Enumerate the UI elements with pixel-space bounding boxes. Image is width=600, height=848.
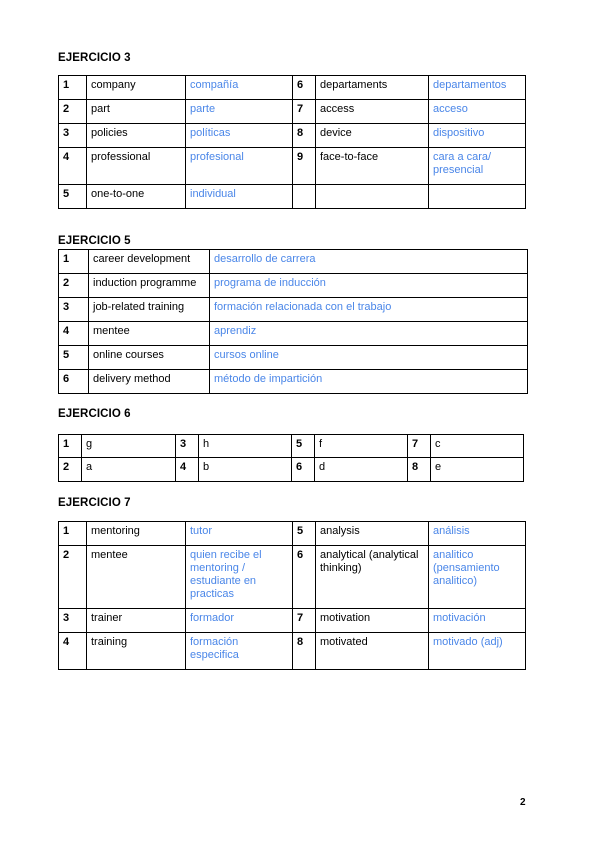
item-number: 4: [59, 633, 87, 670]
table-row: [59, 370, 528, 394]
table-row: [59, 298, 528, 322]
item-number: 7: [408, 435, 431, 458]
ejercicio-5-heading: EJERCICIO 5: [58, 235, 131, 247]
table-row: [59, 458, 524, 482]
item-number: 1: [59, 522, 87, 546]
item-number: 6: [292, 458, 315, 482]
item-number: 5: [59, 185, 87, 209]
english-term: policies: [87, 124, 186, 148]
english-term: departaments: [316, 76, 429, 100]
spanish-translation: profesional: [186, 148, 293, 185]
table-row: [59, 100, 526, 124]
ejercicio-5-table: [58, 249, 528, 394]
item-number: 3: [59, 609, 87, 633]
english-term: training: [87, 633, 186, 670]
item-number: 7: [293, 609, 316, 633]
item-number: 2: [59, 274, 89, 298]
spanish-translation: aprendiz: [210, 322, 528, 346]
table-row: [59, 250, 528, 274]
table-row: [59, 546, 526, 609]
table-row: [59, 435, 524, 458]
spanish-translation: dispositivo: [429, 124, 526, 148]
spanish-translation: programa de inducción: [210, 274, 528, 298]
spanish-translation: compañía: [186, 76, 293, 100]
english-term: motivated: [316, 633, 429, 670]
answer-letter: e: [431, 458, 524, 482]
item-number: 8: [293, 633, 316, 670]
english-term: online courses: [89, 346, 210, 370]
spanish-translation: formación especifica: [186, 633, 293, 670]
spanish-translation: políticas: [186, 124, 293, 148]
spanish-translation: quien recibe el mentoring / estudiante en practicas: [186, 546, 293, 609]
answer-letter: f: [315, 435, 408, 458]
english-term: analytical (analytical thinking): [316, 546, 429, 609]
spanish-translation: tutor: [186, 522, 293, 546]
item-number: 1: [59, 76, 87, 100]
spanish-translation: motivado (adj): [429, 633, 526, 670]
item-number: 1: [59, 435, 82, 458]
english-term: device: [316, 124, 429, 148]
spanish-translation: formador: [186, 609, 293, 633]
ejercicio-7-table: [58, 521, 526, 670]
item-number: 4: [59, 148, 87, 185]
english-term: job-related training: [89, 298, 210, 322]
item-number: 6: [293, 76, 316, 100]
ejercicio-6-table: [58, 434, 524, 482]
spanish-translation: acceso: [429, 100, 526, 124]
item-number: 1: [59, 250, 89, 274]
item-number: 5: [292, 435, 315, 458]
answer-letter: g: [82, 435, 176, 458]
item-number: 5: [59, 346, 89, 370]
english-term: face-to-face: [316, 148, 429, 185]
english-term: access: [316, 100, 429, 124]
table-row: [59, 346, 528, 370]
spanish-translation: [429, 185, 526, 209]
item-number: 7: [293, 100, 316, 124]
spanish-translation: analitico (pensamiento analitico): [429, 546, 526, 609]
table-row: [59, 322, 528, 346]
english-term: analysis: [316, 522, 429, 546]
item-number: 8: [408, 458, 431, 482]
ejercicio-7-heading: EJERCICIO 7: [58, 497, 131, 509]
answer-letter: h: [199, 435, 292, 458]
english-term: delivery method: [89, 370, 210, 394]
item-number: 2: [59, 546, 87, 609]
answer-letter: c: [431, 435, 524, 458]
spanish-translation: motivación: [429, 609, 526, 633]
page-number: 2: [520, 797, 526, 808]
item-number: 2: [59, 458, 82, 482]
answer-letter: a: [82, 458, 176, 482]
table-row: [59, 76, 526, 100]
item-number: 3: [59, 124, 87, 148]
item-number: 3: [176, 435, 199, 458]
spanish-translation: individual: [186, 185, 293, 209]
spanish-translation: cursos online: [210, 346, 528, 370]
spanish-translation: departamentos: [429, 76, 526, 100]
english-term: mentee: [89, 322, 210, 346]
table-row: [59, 274, 528, 298]
spanish-translation: desarrollo de carrera: [210, 250, 528, 274]
item-number: 4: [59, 322, 89, 346]
item-number: 2: [59, 100, 87, 124]
spanish-translation: parte: [186, 100, 293, 124]
answer-letter: d: [315, 458, 408, 482]
ejercicio-3-table: [58, 75, 526, 209]
table-row: [59, 609, 526, 633]
table-row: [59, 185, 526, 209]
ejercicio-6-heading: EJERCICIO 6: [58, 408, 131, 420]
table-row: [59, 148, 526, 185]
answer-letter: b: [199, 458, 292, 482]
english-term: company: [87, 76, 186, 100]
english-term: trainer: [87, 609, 186, 633]
table-row: [59, 633, 526, 670]
item-number: 8: [293, 124, 316, 148]
english-term: one-to-one: [87, 185, 186, 209]
english-term: induction programme: [89, 274, 210, 298]
spanish-translation: método de impartición: [210, 370, 528, 394]
item-number: 9: [293, 148, 316, 185]
spanish-translation: formación relacionada con el trabajo: [210, 298, 528, 322]
item-number: 6: [59, 370, 89, 394]
english-term: mentoring: [87, 522, 186, 546]
item-number: 3: [59, 298, 89, 322]
table-row: [59, 522, 526, 546]
item-number: 6: [293, 546, 316, 609]
spanish-translation: análisis: [429, 522, 526, 546]
item-number: 4: [176, 458, 199, 482]
item-number: [293, 185, 316, 209]
english-term: professional: [87, 148, 186, 185]
english-term: motivation: [316, 609, 429, 633]
english-term: mentee: [87, 546, 186, 609]
english-term: [316, 185, 429, 209]
english-term: part: [87, 100, 186, 124]
table-row: [59, 124, 526, 148]
item-number: 5: [293, 522, 316, 546]
spanish-translation: cara a cara/ presencial: [429, 148, 526, 185]
ejercicio-3-heading: EJERCICIO 3: [58, 52, 131, 64]
english-term: career development: [89, 250, 210, 274]
